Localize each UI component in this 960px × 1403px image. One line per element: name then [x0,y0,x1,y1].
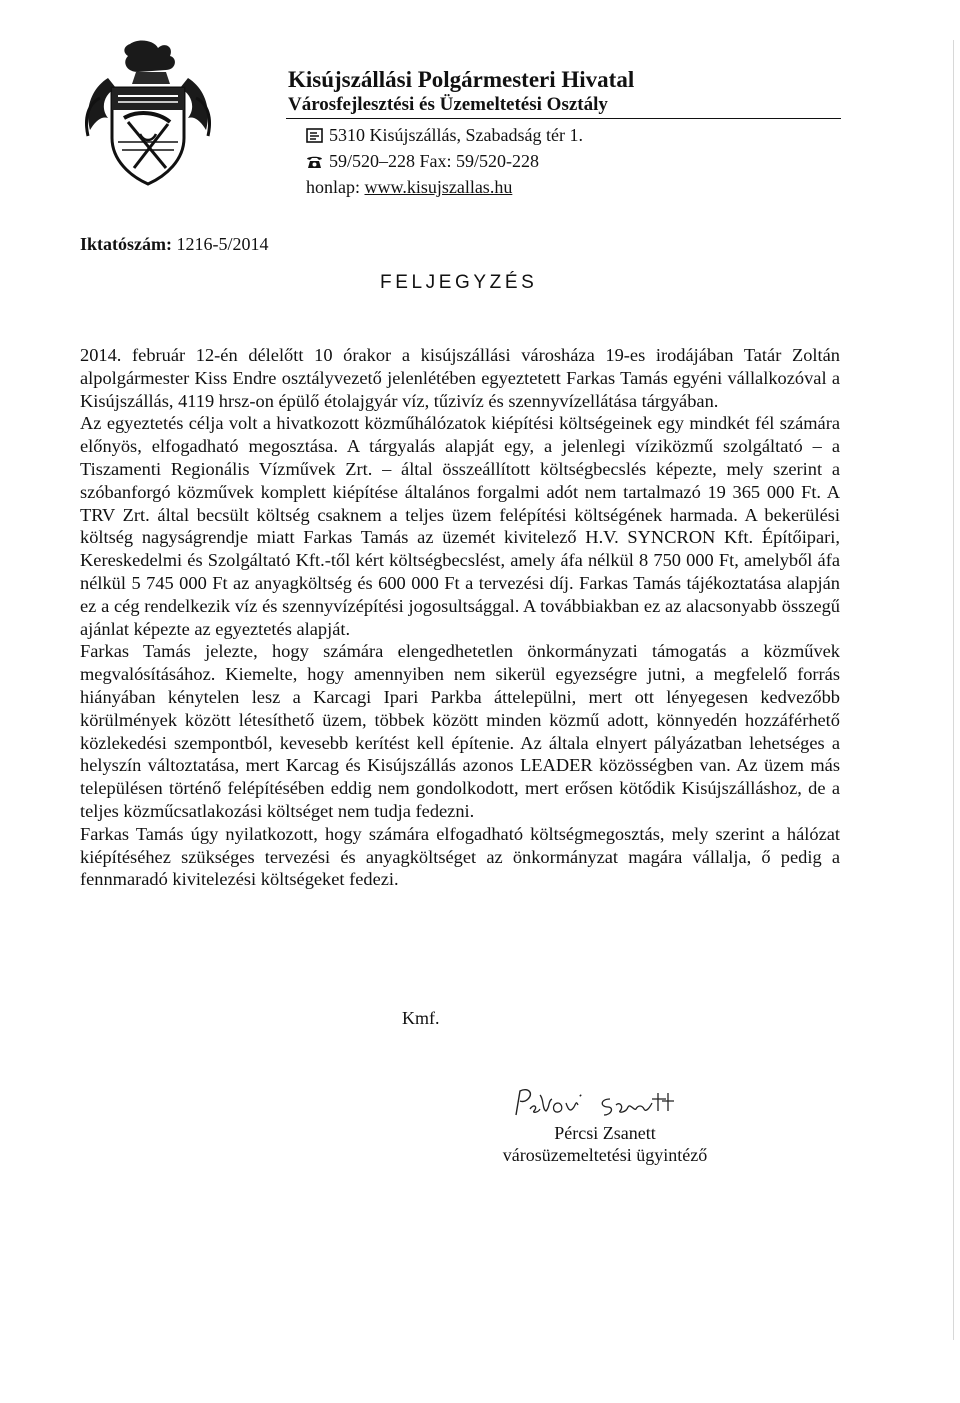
kmf-label: Kmf. [402,1008,440,1028]
handwritten-signature [512,1085,702,1121]
signer-title: városüzemeltetési ügyintéző [502,1145,708,1165]
registry-label: Iktatószám: [80,234,172,254]
website-link[interactable]: www.kisujszallas.hu [364,177,513,197]
paragraph: Farkas Tamás jelezte, hogy számára elengedhetetlen önkormányzati támogatás a közművek megvalósításához. Kiemelte, hogy amennyiben nem sikerül egyezségre jutni, a megfelelő forrás hiányában kénytelen lesz a Karcagi Ipari Parkba áttelepülni, mert ott lényegesen kedvezőbb körülmények között létesíthető üzem, többek között minden közmű adott, könnyedén hozzáférhető közlekedési szempontból, kevesebb kerítést kell építenie. Az általa elnyert pályázatban lehetséges a helyszín változtatása, mert Karcag és Kisújszállás azonos LEADER közösségben van. Az üzem más településen történő felépítésében eddig nem gondolkodott, mert erősen kötődik Kisújszálláshoz, de a teljes közműcsatlakozási költséget nem tudja fedezni. [80,641,840,821]
memo-body [80,344,840,891]
telephone-icon [306,151,323,175]
paragraph: Farkas Tamás úgy nyilatkozott, hogy számára elfogadható költségmegosztás, mely szerint a hálózat kiépítéséhez szükséges tervezési és anyagköltséget az önkormányzat magára vállalja, ő pedig a fennmaradó kivitelezési költségeket fedezi. [80,823,840,890]
address-text: 5310 Kisújszállás, Szabadság tér 1. [329,125,583,145]
signer-name: Pércsi Zsanett [554,1123,656,1143]
paragraph: Az egyeztetés célja volt a hivatkozott közműhálózatok kiépítési költségeinek egy mindkét fél számára előnyös, elfogadható megosztása. A tárgyalás alapját egy, a jelenlegi víziközmű szolgáltató – a Tiszamenti Regionális Vízművek Zrt. – által összeállított költségbecslés képezte, mely szerint a szóbanforgó közművek komplett kiépítése általános forgalmi adót nem tartalmazó 19 365 000 Ft. A TRV Zrt. által becsült költség csaknem a teljes üzem felépítési költségének harmada. A bekerülési költség nagyságrendje miatt Farkas Tamás az üzemét kivitelező H.V. SYNCRON Kft. Építőipari, Kereskedelmi és Szolgáltató Kft.-től kért költségbecslést, amely áfa nélkül 8 750 000 Ft, amelyből áfa nélkül 5 745 000 Ft az anyagköltség és 600 000 Ft a tervezési díj. Farkas Tamás tájékoztatása alapján ez a cég rendelkezik víz és szennyvízépítési jogosultsággal. A továbbiakban ez az alacsonyabb összegű ajánlat képezte az egyeztetés alapját. [80,413,840,639]
phone-line [288,149,838,175]
paragraph: 2014. február 12-én délelőtt 10 órakor a kisújszállási városháza 19-es irodájában Tatár Zoltán alpolgármester Kiss Endre osztályvezető jelenlétében egyeztetett Farkas Tamás egyéni vállalkozóval a Kisújszállás, 4119 hrsz-on épülő étolajgyár víz, tűzivíz és szennyvízellátása tárgyában. [80,345,840,411]
letterhead [288,66,838,199]
coat-of-arms [78,38,218,188]
phone-text: 59/520–228 Fax: 59/520-228 [329,151,539,171]
header-divider [286,118,841,119]
mail-icon [306,125,323,149]
document-title: FELJEGYZÉS [380,272,538,293]
registry-value: 1216-5/2014 [176,234,269,254]
scan-edge-line [953,40,954,1340]
signer-block [455,1122,755,1166]
address-line [288,123,838,149]
website-line [288,175,838,199]
registry-number [80,234,269,255]
department-name: Városfejlesztési és Üzemeltetési Osztály [288,94,608,115]
organization-name: Kisújszállási Polgármesteri Hivatal [288,67,635,92]
website-label: honlap: [306,177,365,197]
